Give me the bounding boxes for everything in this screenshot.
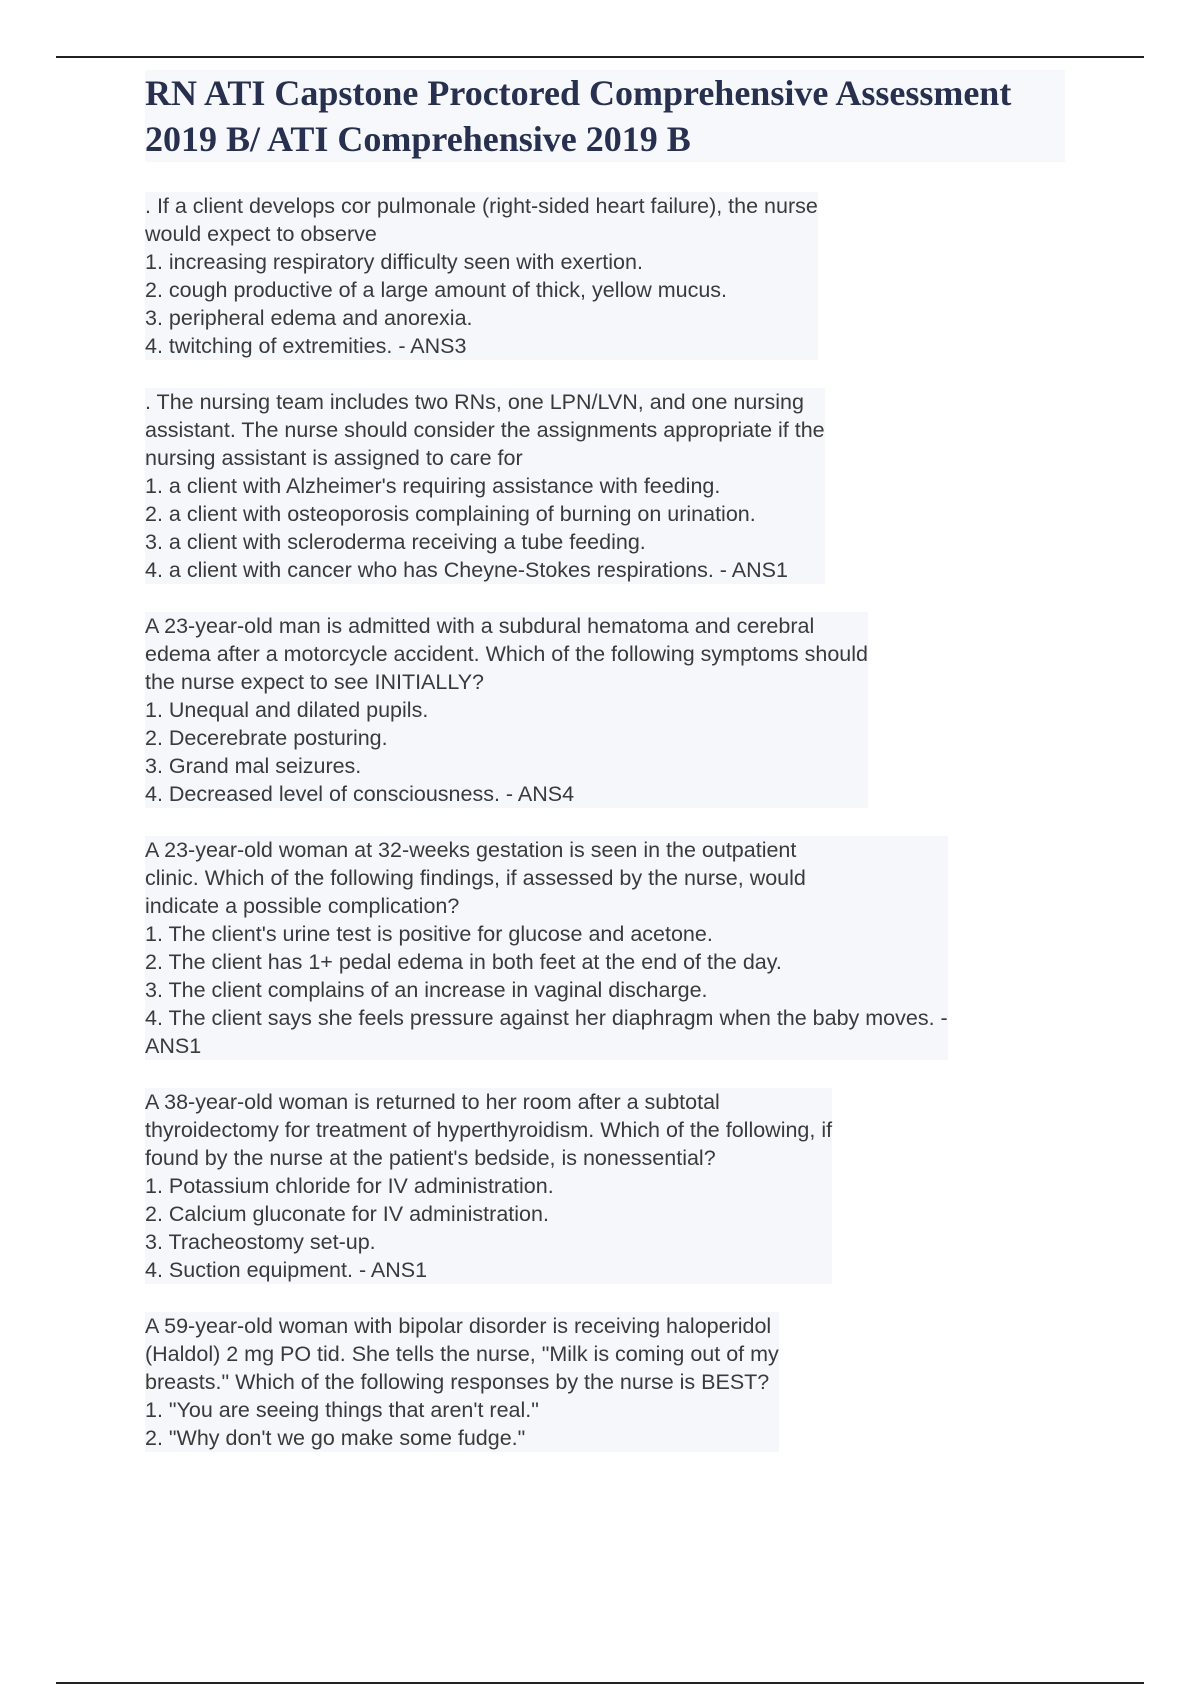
- question-line: 4. Suction equipment. - ANS1: [145, 1258, 428, 1282]
- question-text: [145, 192, 818, 360]
- question-line: 4. a client with cancer who has Cheyne-Stokes respirations. - ANS1: [145, 558, 788, 582]
- question-line: . If a client develops cor pulmonale (right-sided heart failure), the nurse: [145, 194, 818, 218]
- question-line: 3. Tracheostomy set-up.: [145, 1230, 376, 1254]
- question-line: edema after a motorcycle accident. Which of the following symptoms should: [145, 642, 868, 666]
- question-text: [145, 1312, 779, 1452]
- question-line: A 23-year-old woman at 32-weeks gestation is seen in the outpatient: [145, 838, 797, 862]
- question-block: [145, 612, 1145, 808]
- question-text: [145, 836, 948, 1060]
- question-line: 1. The client's urine test is positive for glucose and acetone.: [145, 922, 713, 946]
- question-block: [145, 1312, 1145, 1452]
- question-line: A 23-year-old man is admitted with a subdural hematoma and cerebral: [145, 614, 815, 638]
- question-block: [145, 388, 1145, 584]
- question-line: found by the nurse at the patient's bedside, is nonessential?: [145, 1146, 716, 1170]
- question-block: [145, 836, 1145, 1060]
- top-rule: [56, 56, 1144, 58]
- question-line: thyroidectomy for treatment of hyperthyroidism. Which of the following, if: [145, 1118, 833, 1142]
- question-line: clinic. Which of the following findings, if assessed by the nurse, would: [145, 866, 806, 890]
- question-line: 1. Potassium chloride for IV administration.: [145, 1174, 554, 1198]
- question-line: 3. The client complains of an increase in vaginal discharge.: [145, 978, 708, 1002]
- question-line: would expect to observe: [145, 222, 377, 246]
- question-line: 1. a client with Alzheimer's requiring assistance with feeding.: [145, 474, 721, 498]
- question-line: 2. The client has 1+ pedal edema in both feet at the end of the day.: [145, 950, 782, 974]
- question-line: 2. Calcium gluconate for IV administration.: [145, 1202, 549, 1226]
- question-line: 2. Decerebrate posturing.: [145, 726, 388, 750]
- question-line: A 38-year-old woman is returned to her room after a subtotal: [145, 1090, 720, 1114]
- question-line: assistant. The nurse should consider the assignments appropriate if the: [145, 418, 825, 442]
- document-page: [145, 70, 1145, 1480]
- title-line-1: RN ATI Capstone Proctored Comprehensive Assessment: [145, 73, 1012, 113]
- question-line: 3. a client with scleroderma receiving a tube feeding.: [145, 530, 646, 554]
- question-text: [145, 1088, 832, 1284]
- question-line: . The nursing team includes two RNs, one LPN/LVN, and one nursing: [145, 390, 804, 414]
- question-line: 3. Grand mal seizures.: [145, 754, 362, 778]
- question-line: 4. Decreased level of consciousness. - ANS4: [145, 782, 575, 806]
- question-line: 2. cough productive of a large amount of thick, yellow mucus.: [145, 278, 728, 302]
- document-title: [145, 70, 1065, 162]
- question-line: the nurse expect to see INITIALLY?: [145, 670, 485, 694]
- question-line: (Haldol) 2 mg PO tid. She tells the nurse, "Milk is coming out of my: [145, 1342, 779, 1366]
- question-line: breasts." Which of the following responses by the nurse is BEST?: [145, 1370, 770, 1394]
- question-line: 4. twitching of extremities. - ANS3: [145, 334, 467, 358]
- question-line: 3. peripheral edema and anorexia.: [145, 306, 473, 330]
- question-line: ANS1: [145, 1034, 202, 1058]
- title-line-2: 2019 B/ ATI Comprehensive 2019 B: [145, 119, 691, 159]
- question-text: [145, 612, 868, 808]
- question-block: [145, 1088, 1145, 1284]
- question-list: [145, 192, 1145, 1452]
- question-line: 1. increasing respiratory difficulty seen with exertion.: [145, 250, 643, 274]
- question-block: [145, 192, 1145, 360]
- question-line: indicate a possible complication?: [145, 894, 460, 918]
- question-line: A 59-year-old woman with bipolar disorder is receiving haloperidol: [145, 1314, 772, 1338]
- question-line: 2. a client with osteoporosis complaining of burning on urination.: [145, 502, 756, 526]
- question-line: 1. "You are seeing things that aren't real.": [145, 1398, 539, 1422]
- question-line: 4. The client says she feels pressure against her diaphragm when the baby moves. -: [145, 1006, 948, 1030]
- question-text: [145, 388, 825, 584]
- bottom-rule: [56, 1682, 1144, 1684]
- question-line: 2. "Why don't we go make some fudge.": [145, 1426, 526, 1450]
- question-line: nursing assistant is assigned to care for: [145, 446, 523, 470]
- question-line: 1. Unequal and dilated pupils.: [145, 698, 429, 722]
